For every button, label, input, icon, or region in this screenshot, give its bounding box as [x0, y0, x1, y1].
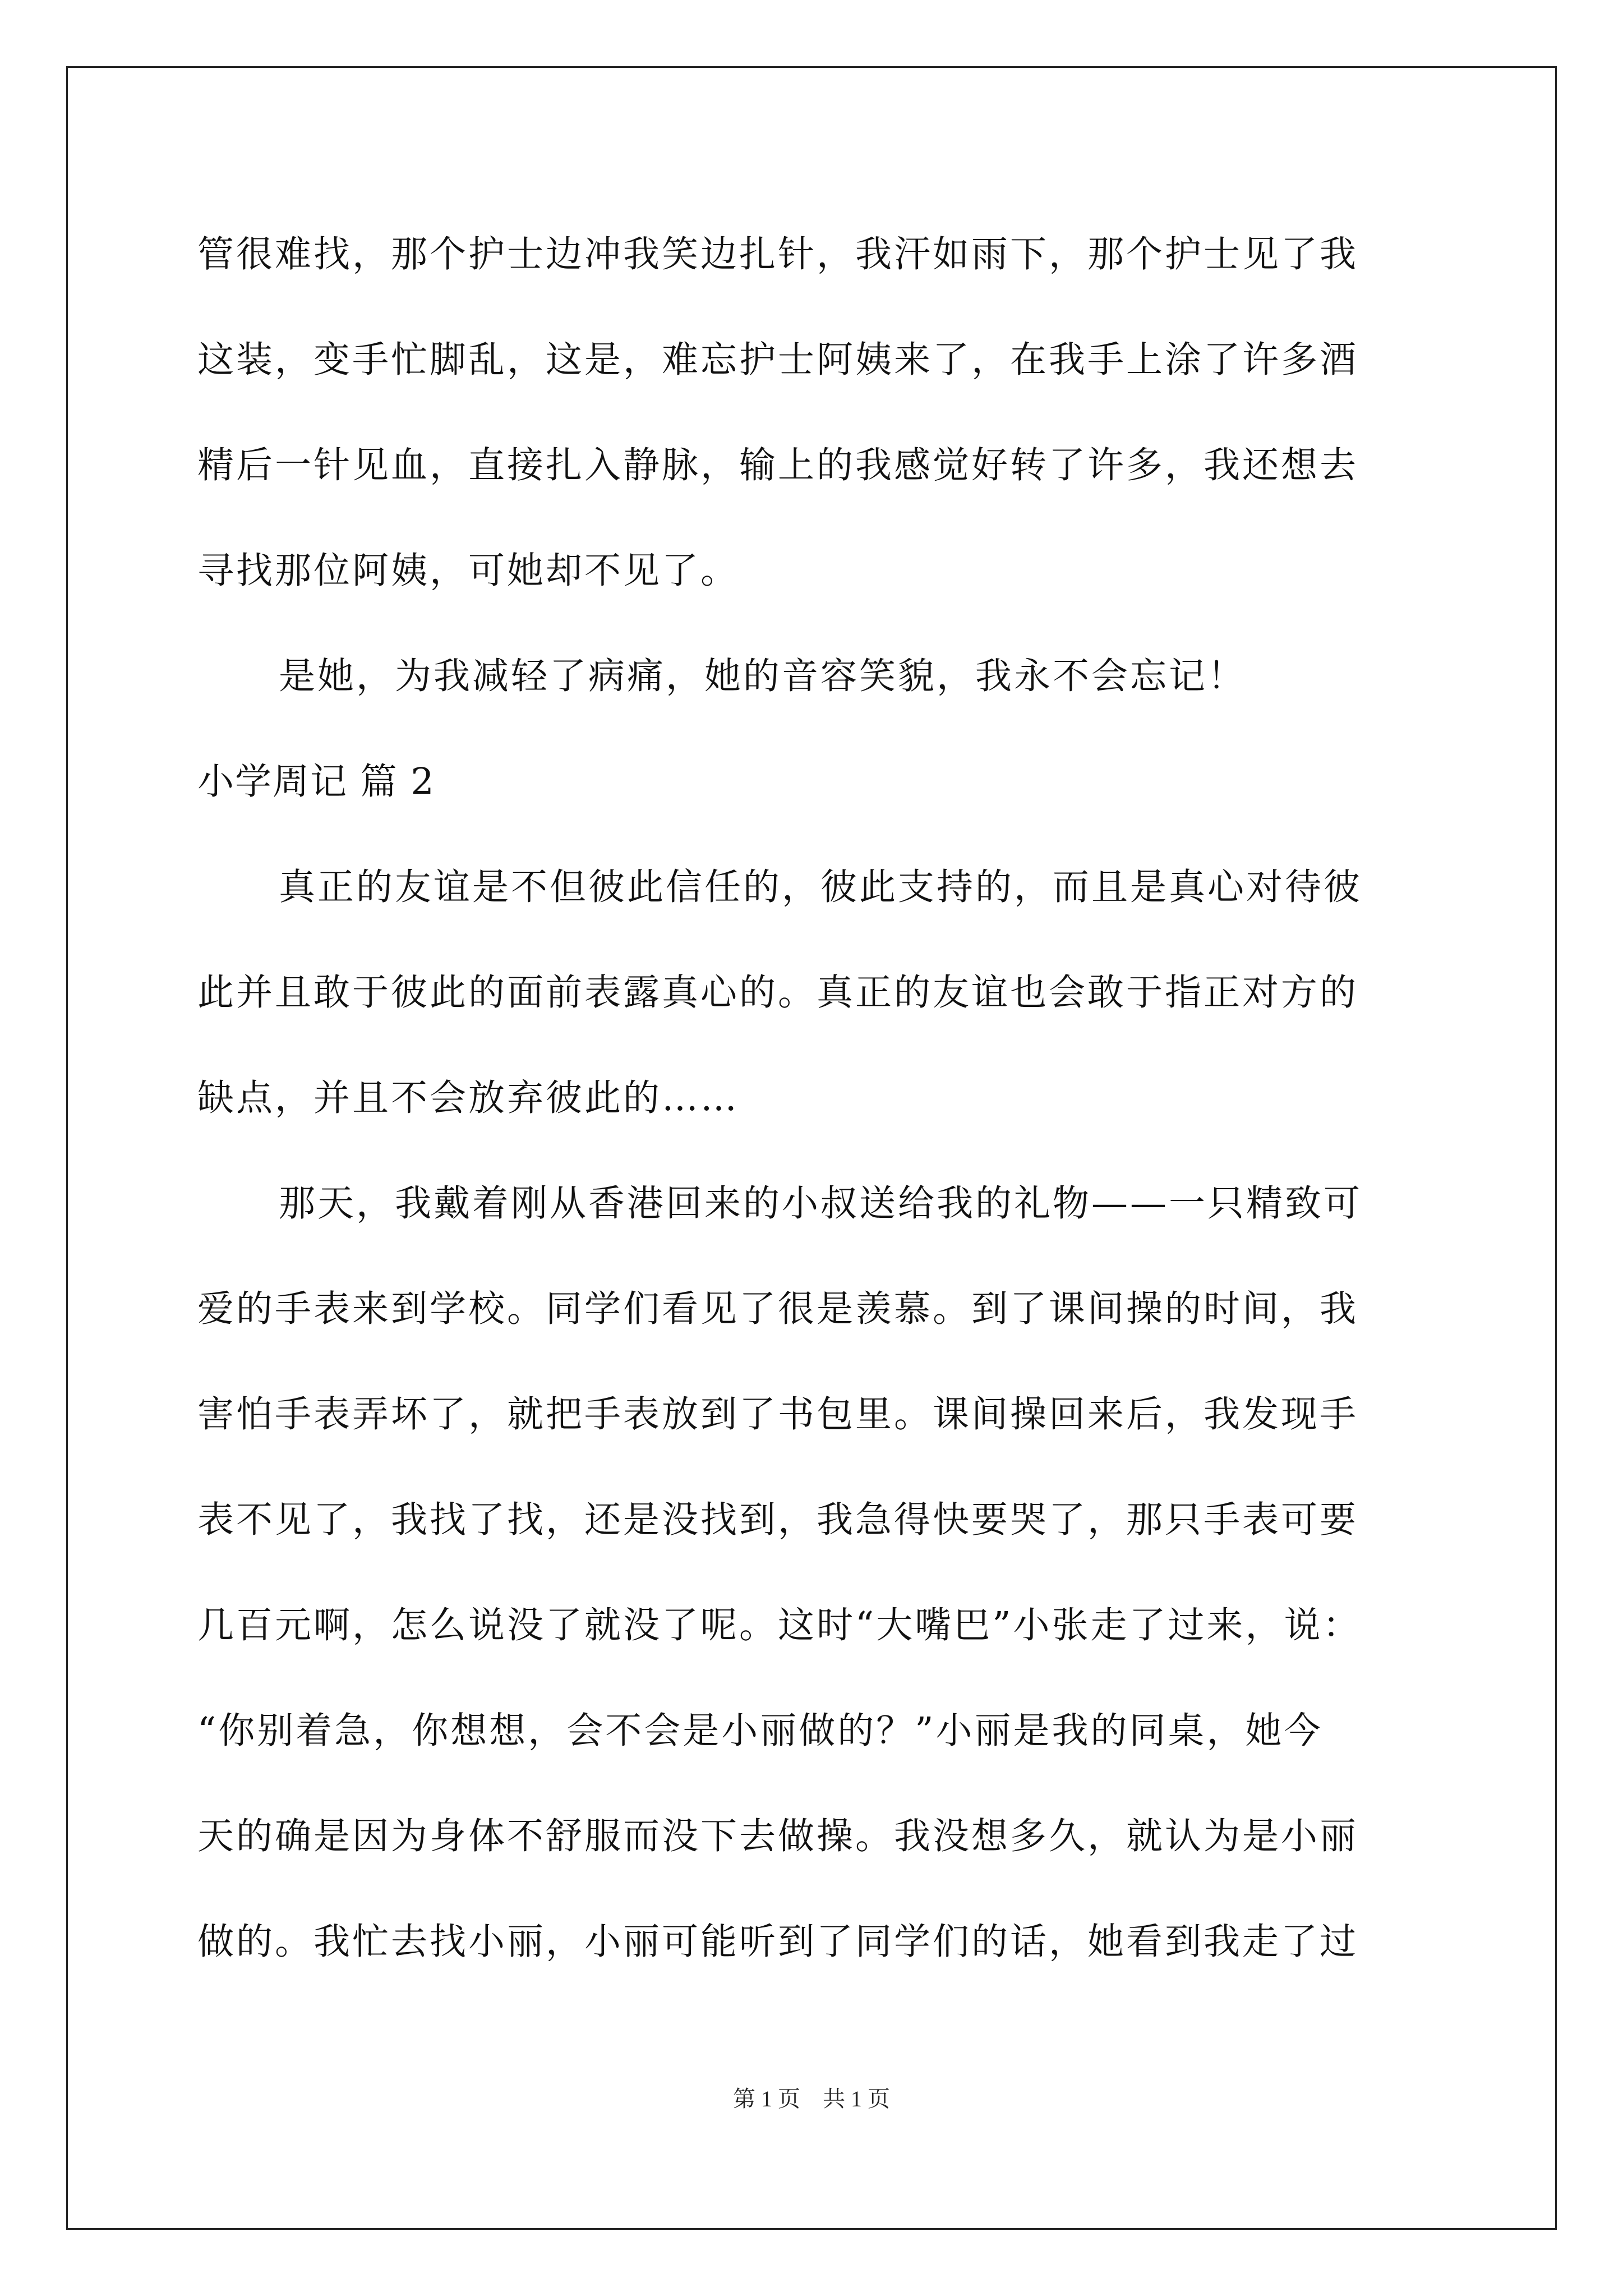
text-line: 此并且敢于彼此的面前表露真心的。真正的友谊也会敢于指正对方的	[197, 972, 1359, 1014]
text-line: 几百元啊，怎么说没了就没了呢。这时“大嘴巴”小张走了过来，说：	[197, 1604, 1362, 1646]
text-line: 害怕手表弄坏了，就把手表放到了书包里。课间操回来后，我发现手	[197, 1393, 1359, 1435]
text-line: 表不见了，我找了找，还是没找到，我急得快要哭了，那只手表可要	[197, 1499, 1359, 1541]
text-line: 爱的手表来到学校。同学们看见了很是羡慕。到了课间操的时间，我	[197, 1288, 1359, 1330]
text-line: 做的。我忙去找小丽，小丽可能听到了同学们的话，她看到我走了过	[197, 1921, 1359, 1963]
paragraph-start: 是她，为我减轻了病痛，她的音容笑貌，我永不会忘记！	[279, 655, 1247, 697]
page-number-footer: 第 1 页 共 1 页	[733, 2086, 890, 2111]
text-line: 这装，变手忙脚乱，这是，难忘护士阿姨来了，在我手上涂了许多酒	[197, 339, 1359, 381]
text-line: 缺点，并且不会放弃彼此的……	[197, 1077, 740, 1119]
section-heading: 小学周记 篇 2	[197, 761, 435, 803]
text-line: 精后一针见血，直接扎入静脉，输上的我感觉好转了许多，我还想去	[197, 444, 1359, 486]
paragraph-start: 那天，我戴着刚从香港回来的小叔送给我的礼物——一只精致可	[279, 1182, 1363, 1225]
text-line: 寻找那位阿姨，可她却不见了。	[197, 550, 740, 592]
text-line: “你别着急，你想想，会不会是小丽做的？”小丽是我的同桌，她今	[197, 1710, 1323, 1752]
text-line: 管很难找，那个护士边冲我笑边扎针，我汗如雨下，那个护士见了我	[197, 233, 1359, 275]
paragraph-start: 真正的友谊是不但彼此信任的，彼此支持的，而且是真心对待彼	[279, 866, 1363, 908]
text-line: 天的确是因为身体不舒服而没下去做操。我没想多久，就认为是小丽	[197, 1815, 1359, 1857]
document-body	[197, 202, 1431, 1995]
